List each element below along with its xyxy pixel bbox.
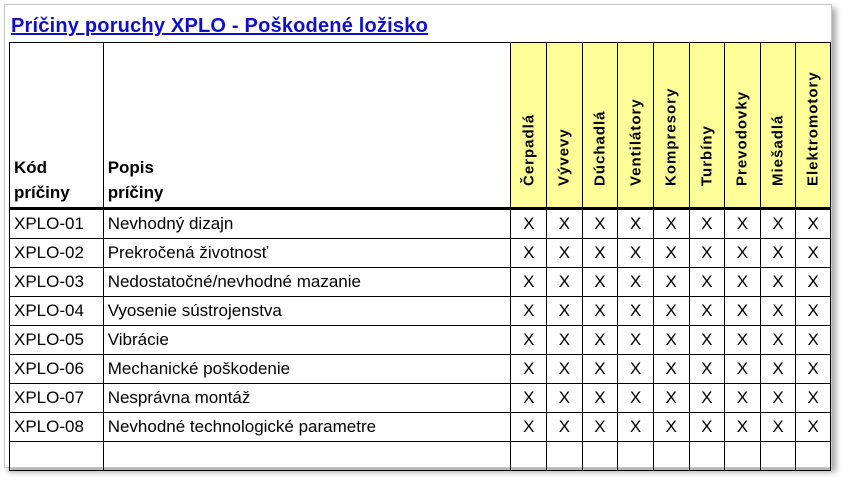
- header-category-8[interactable]: [796, 43, 831, 209]
- mark-cell[interactable]: X: [582, 384, 618, 413]
- mark-cell[interactable]: X: [511, 268, 547, 297]
- mark-cell[interactable]: X: [796, 355, 831, 384]
- mark-cell[interactable]: X: [653, 239, 689, 268]
- mark-cell[interactable]: X: [760, 268, 796, 297]
- mark-cell[interactable]: X: [618, 209, 654, 239]
- mark-cell[interactable]: X: [689, 326, 725, 355]
- mark-cell[interactable]: X: [653, 209, 689, 239]
- mark-cell[interactable]: X: [689, 384, 725, 413]
- mark-cell[interactable]: [689, 442, 725, 471]
- mark-cell[interactable]: X: [547, 384, 583, 413]
- cause-description-cell[interactable]: Nesprávna montáž: [103, 384, 511, 413]
- mark-cell[interactable]: [653, 442, 689, 471]
- mark-cell[interactable]: [796, 442, 831, 471]
- mark-cell[interactable]: X: [689, 355, 725, 384]
- mark-cell[interactable]: X: [796, 326, 831, 355]
- mark-cell[interactable]: X: [618, 297, 654, 326]
- cause-description-cell[interactable]: Mechanické poškodenie: [103, 355, 511, 384]
- mark-cell[interactable]: X: [760, 355, 796, 384]
- mark-cell[interactable]: X: [689, 268, 725, 297]
- mark-cell[interactable]: X: [760, 384, 796, 413]
- header-category-6[interactable]: [725, 43, 761, 209]
- table-row: [10, 442, 831, 471]
- header-category-2[interactable]: [582, 43, 618, 209]
- mark-cell[interactable]: X: [689, 297, 725, 326]
- mark-cell[interactable]: X: [547, 355, 583, 384]
- mark-cell[interactable]: X: [796, 268, 831, 297]
- mark-cell[interactable]: X: [689, 413, 725, 442]
- cause-code-cell[interactable]: XPLO-06: [10, 355, 104, 384]
- mark-cell[interactable]: X: [618, 326, 654, 355]
- mark-cell[interactable]: X: [653, 384, 689, 413]
- mark-cell[interactable]: [582, 442, 618, 471]
- header-category-label: Dúchadlá: [591, 110, 609, 186]
- mark-cell[interactable]: X: [547, 297, 583, 326]
- mark-cell[interactable]: X: [511, 413, 547, 442]
- header-desc-line2: príčiny: [107, 183, 164, 202]
- header-category-label: Čerpadlá: [520, 113, 538, 186]
- header-code[interactable]: [10, 43, 104, 209]
- cause-code-cell[interactable]: XPLO-02: [10, 239, 104, 268]
- causes-table: [9, 42, 831, 471]
- mark-cell[interactable]: X: [653, 355, 689, 384]
- mark-cell[interactable]: X: [582, 239, 618, 268]
- header-category-label: Miešadlá: [769, 114, 787, 186]
- header-category-4[interactable]: [653, 43, 689, 209]
- header-category-1[interactable]: [547, 43, 583, 209]
- header-code-line2: príčiny: [14, 183, 70, 202]
- mark-cell[interactable]: X: [725, 297, 761, 326]
- mark-cell[interactable]: X: [760, 326, 796, 355]
- header-description[interactable]: [103, 43, 511, 209]
- mark-cell[interactable]: X: [547, 268, 583, 297]
- mark-cell[interactable]: X: [511, 355, 547, 384]
- page-title: Príčiny poruchy XPLO - Poškodené ložisko: [11, 15, 428, 37]
- cause-description-cell[interactable]: [103, 442, 511, 471]
- table-row: [10, 384, 831, 413]
- mark-cell[interactable]: X: [511, 297, 547, 326]
- mark-cell[interactable]: X: [760, 413, 796, 442]
- table-row: [10, 413, 831, 442]
- header-desc-line1: Popis: [107, 158, 154, 177]
- mark-cell[interactable]: X: [725, 384, 761, 413]
- header-category-0[interactable]: [511, 43, 547, 209]
- mark-cell[interactable]: [547, 442, 583, 471]
- header-category-5[interactable]: [689, 43, 725, 209]
- mark-cell[interactable]: X: [511, 326, 547, 355]
- mark-cell[interactable]: X: [547, 239, 583, 268]
- mark-cell[interactable]: X: [796, 384, 831, 413]
- mark-cell[interactable]: X: [547, 326, 583, 355]
- header-category-7[interactable]: [760, 43, 796, 209]
- mark-cell[interactable]: X: [511, 384, 547, 413]
- cause-code-cell[interactable]: XPLO-08: [10, 413, 104, 442]
- mark-cell[interactable]: [725, 442, 761, 471]
- cause-description-cell[interactable]: Nevhodné technologické parametre: [103, 413, 511, 442]
- mark-cell[interactable]: X: [725, 326, 761, 355]
- mark-cell[interactable]: X: [725, 239, 761, 268]
- cause-code-cell[interactable]: [10, 442, 104, 471]
- mark-cell[interactable]: X: [618, 239, 654, 268]
- mark-cell[interactable]: X: [760, 239, 796, 268]
- cause-code-cell[interactable]: XPLO-03: [10, 268, 104, 297]
- mark-cell[interactable]: X: [796, 297, 831, 326]
- header-category-label: Prevodovky: [733, 90, 751, 186]
- cause-code-cell[interactable]: XPLO-01: [10, 209, 104, 239]
- header-category-label: Kompresory: [662, 87, 680, 186]
- cause-description-cell[interactable]: Vyosenie sústrojenstva: [103, 297, 511, 326]
- spreadsheet-sheet: [4, 4, 832, 468]
- mark-cell[interactable]: X: [511, 239, 547, 268]
- table-row: [10, 355, 831, 384]
- table-row: [10, 268, 831, 297]
- mark-cell[interactable]: X: [725, 413, 761, 442]
- table-row: [10, 297, 831, 326]
- header-code-line1: Kód: [14, 158, 48, 177]
- header-category-label: Elektromotory: [804, 71, 822, 186]
- mark-cell[interactable]: [511, 442, 547, 471]
- mark-cell[interactable]: X: [725, 268, 761, 297]
- cause-description-cell[interactable]: Nevhodný dizajn: [103, 209, 511, 239]
- cause-description-cell[interactable]: Vibrácie: [103, 326, 511, 355]
- header-category-label: Vývevy: [555, 128, 573, 186]
- mark-cell[interactable]: X: [582, 268, 618, 297]
- mark-cell[interactable]: X: [653, 297, 689, 326]
- mark-cell[interactable]: [760, 442, 796, 471]
- cause-code-cell[interactable]: XPLO-04: [10, 297, 104, 326]
- mark-cell[interactable]: X: [618, 268, 654, 297]
- mark-cell[interactable]: X: [511, 209, 547, 239]
- mark-cell[interactable]: [618, 442, 654, 471]
- mark-cell[interactable]: X: [582, 355, 618, 384]
- cause-description-cell[interactable]: Nedostatočné/nevhodné mazanie: [103, 268, 511, 297]
- header-row: [10, 43, 831, 209]
- mark-cell[interactable]: X: [618, 413, 654, 442]
- mark-cell[interactable]: X: [653, 326, 689, 355]
- mark-cell[interactable]: X: [689, 239, 725, 268]
- mark-cell[interactable]: X: [760, 297, 796, 326]
- mark-cell[interactable]: X: [760, 209, 796, 239]
- mark-cell[interactable]: X: [653, 413, 689, 442]
- mark-cell[interactable]: X: [582, 326, 618, 355]
- mark-cell[interactable]: X: [618, 384, 654, 413]
- mark-cell[interactable]: X: [796, 413, 831, 442]
- cause-description-cell[interactable]: Prekročená životnosť: [103, 239, 511, 268]
- mark-cell[interactable]: X: [547, 209, 583, 239]
- table-row: [10, 209, 831, 239]
- header-category-3[interactable]: [618, 43, 654, 209]
- mark-cell[interactable]: X: [618, 355, 654, 384]
- mark-cell[interactable]: X: [547, 413, 583, 442]
- mark-cell[interactable]: X: [582, 297, 618, 326]
- table-row: [10, 326, 831, 355]
- header-category-label: Ventilátory: [627, 98, 645, 186]
- cause-code-cell[interactable]: XPLO-07: [10, 384, 104, 413]
- table-row: [10, 239, 831, 268]
- mark-cell[interactable]: X: [582, 209, 618, 239]
- mark-cell[interactable]: X: [582, 413, 618, 442]
- header-category-label: Turbíny: [698, 125, 716, 186]
- cause-code-cell[interactable]: XPLO-05: [10, 326, 104, 355]
- mark-cell[interactable]: X: [689, 209, 725, 239]
- mark-cell[interactable]: X: [653, 268, 689, 297]
- mark-cell[interactable]: X: [725, 209, 761, 239]
- mark-cell[interactable]: X: [796, 209, 831, 239]
- mark-cell[interactable]: X: [725, 355, 761, 384]
- mark-cell[interactable]: X: [796, 239, 831, 268]
